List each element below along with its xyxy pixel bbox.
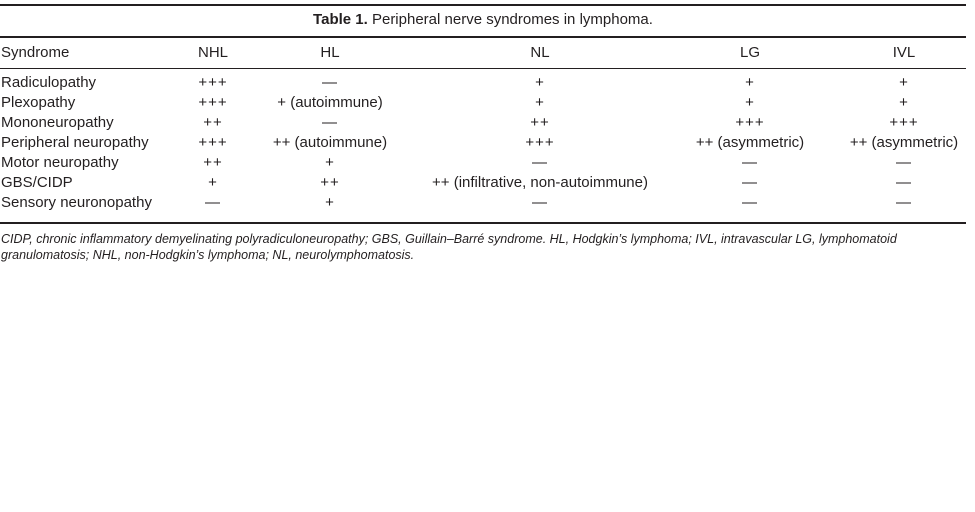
header-bottom-rule bbox=[0, 68, 966, 69]
lg-cell: + bbox=[745, 74, 755, 91]
syndrome-cell: Radiculopathy bbox=[1, 74, 97, 91]
ivl-cell: — bbox=[896, 194, 912, 211]
nl-cell: — bbox=[532, 154, 548, 171]
hl-cell: — bbox=[322, 74, 338, 91]
syndrome-cell: GBS/CIDP bbox=[1, 174, 73, 191]
nl-cell: +++ bbox=[525, 134, 555, 151]
ivl-cell: — bbox=[896, 174, 912, 191]
table-row bbox=[0, 153, 966, 173]
lg-cell: ++ (asymmetric) bbox=[695, 134, 805, 151]
nl-cell: ++ bbox=[530, 114, 550, 131]
ivl-cell: ++ (asymmetric) bbox=[849, 134, 959, 151]
column-header-syndrome: Syndrome bbox=[1, 44, 70, 61]
hl-cell: — bbox=[322, 114, 338, 131]
table-caption bbox=[0, 11, 966, 29]
lg-cell: — bbox=[742, 194, 758, 211]
syndrome-cell: Plexopathy bbox=[1, 94, 76, 111]
header-top-rule bbox=[0, 36, 966, 38]
hl-cell: + (autoimmune) bbox=[277, 94, 383, 111]
table-row bbox=[0, 133, 966, 153]
hl-cell: ++ bbox=[320, 174, 340, 191]
hl-cell: + bbox=[325, 194, 335, 211]
ivl-cell: — bbox=[896, 154, 912, 171]
table-row bbox=[0, 93, 966, 113]
lg-cell: + bbox=[745, 94, 755, 111]
syndrome-cell: Sensory neuronopathy bbox=[1, 194, 152, 211]
table-bottom-rule bbox=[0, 222, 966, 224]
lg-cell: +++ bbox=[735, 114, 765, 131]
nhl-cell: +++ bbox=[198, 134, 228, 151]
table-row bbox=[0, 113, 966, 133]
nl-cell: + bbox=[535, 74, 545, 91]
syndrome-cell: Peripheral neuropathy bbox=[1, 134, 149, 151]
nhl-cell: +++ bbox=[198, 74, 228, 91]
hl-cell: + bbox=[325, 154, 335, 171]
nl-cell: ++ (infiltrative, non-autoimmune) bbox=[432, 174, 648, 191]
nl-cell: — bbox=[532, 194, 548, 211]
table-row bbox=[0, 73, 966, 93]
column-header-nl: NL bbox=[530, 44, 550, 61]
nhl-cell: — bbox=[205, 194, 221, 211]
nhl-cell: ++ bbox=[203, 154, 223, 171]
table-row bbox=[0, 173, 966, 193]
table-top-rule bbox=[0, 4, 966, 6]
nhl-cell: +++ bbox=[198, 94, 228, 111]
nl-cell: + bbox=[535, 94, 545, 111]
column-header-lg: LG bbox=[739, 44, 760, 61]
ivl-cell: + bbox=[899, 94, 909, 111]
table-header-row bbox=[0, 43, 966, 63]
syndrome-cell: Mononeuropathy bbox=[1, 114, 114, 131]
ivl-cell: +++ bbox=[889, 114, 919, 131]
nhl-cell: + bbox=[208, 174, 218, 191]
table-row bbox=[0, 193, 966, 213]
lg-cell: — bbox=[742, 154, 758, 171]
column-header-nhl: NHL bbox=[197, 44, 228, 61]
column-header-ivl: IVL bbox=[892, 44, 916, 61]
ivl-cell: + bbox=[899, 74, 909, 91]
table-caption-label: Table 1. bbox=[313, 11, 368, 28]
table-footnote: CIDP, chronic inflammatory demyelinating polyradiculoneuropathy; GBS, Guillain–Barré syndrome. HL, Hodgkin’s lymphoma; IVL, intravascular LG, lymphomatoid granulomatosis; NHL, non-Hodgkin’s lymphoma; NL, neurolymphomatosis. bbox=[1, 232, 897, 262]
nhl-cell: ++ bbox=[203, 114, 223, 131]
column-header-hl: HL bbox=[320, 44, 340, 61]
hl-cell: ++ (autoimmune) bbox=[272, 134, 388, 151]
lg-cell: — bbox=[742, 174, 758, 191]
syndrome-cell: Motor neuropathy bbox=[1, 154, 119, 171]
table-body bbox=[0, 73, 966, 213]
table-caption-text: Peripheral nerve syndromes in lymphoma. bbox=[371, 11, 653, 28]
